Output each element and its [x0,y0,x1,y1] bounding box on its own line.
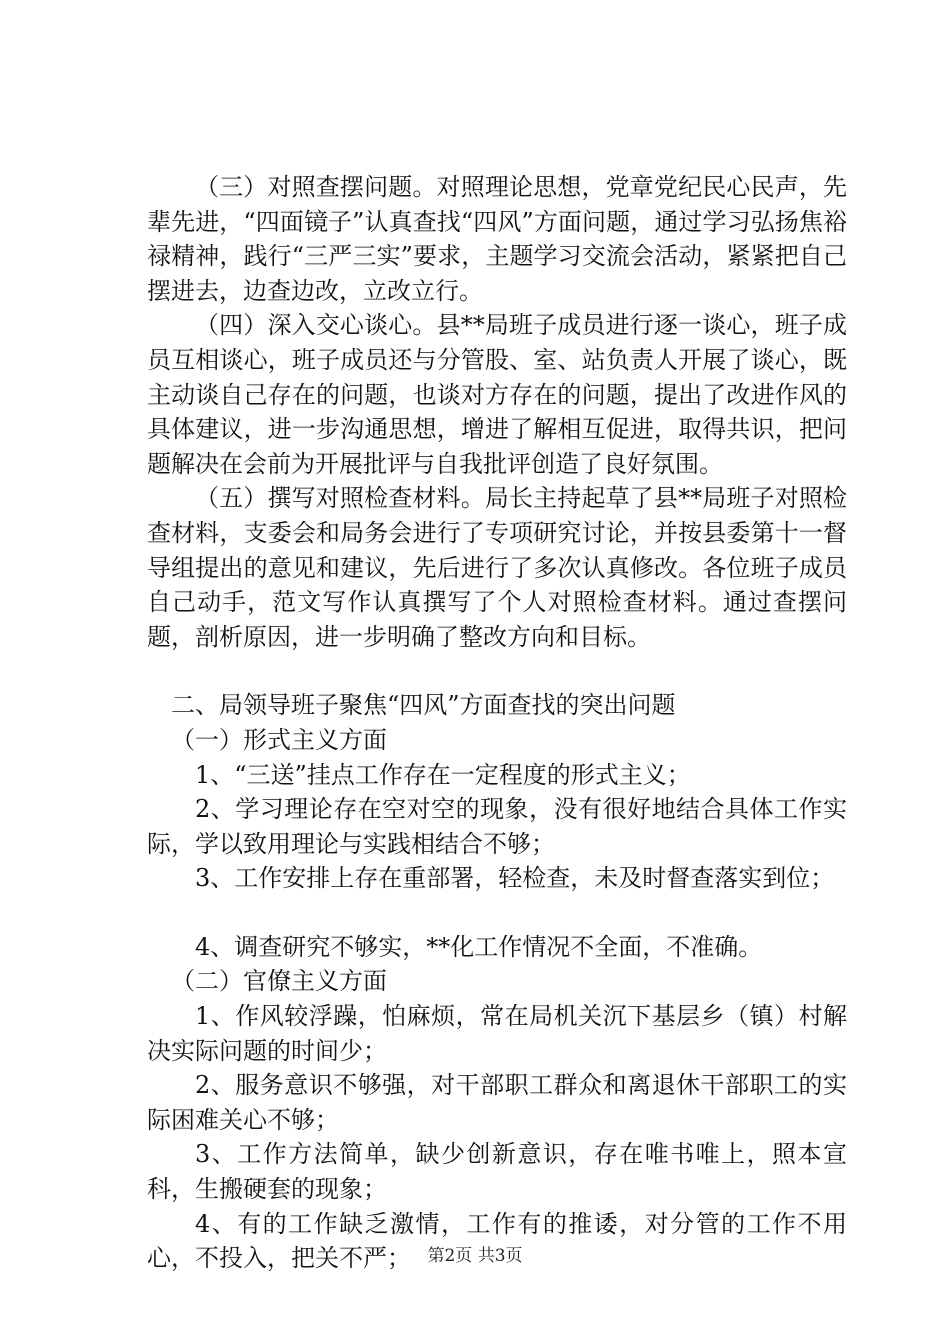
list-item: 4、有的工作缺乏激情，工作有的推诿，对分管的工作不用心，不投入，把关不严； [147,1209,847,1273]
subsection-title-formalism: （一）形式主义方面 [171,725,387,754]
section-gap [147,654,847,688]
list-item: 3、工作安排上存在重部署，轻检查，未及时督查落实到位； [195,864,835,893]
list-item: 3、工作方法简单，缺少创新意识，存在唯书唯上，照本宣科，生搬硬套的现象； [147,1140,847,1204]
document-body [147,170,847,1276]
item-gap [147,896,847,930]
list-item: 1、作风较浮躁，怕麻烦，常在局机关沉下基层乡（镇）村解决实际问题的时间少； [147,1002,847,1065]
page-number-footer: 第2页 共3页 [427,1246,523,1266]
list-item: 4、调查研究不够实，**化工作情况不全面，不准确。 [195,932,763,961]
subsection-title-bureaucracy: （二）官僚主义方面 [171,967,387,996]
paragraph-check-problems: （三）对照查摆问题。对照理论思想，党章党纪民心民声，先辈先进，“四面镜子”认真查找“四风”方面问题，通过学习弘扬焦裕禄精神，践行“三严三实”要求，主题学习交流会活动，紧紧把自己摆进去，边查边改，立改立行。 [147,173,847,305]
paragraph-heart-to-heart: （四）深入交心谈心。县**局班子成员进行逐一谈心，班子成员互相谈心，班子成员还与分管股、室、站负责人开展了谈心，既主动谈自己存在的问题，也谈对方存在的问题，提出了改进作风的具体建议，进一步沟通思想，增进了解相互促进，取得共识，把问题解决在会前为开展批评与自我批评创造了良好氛围。 [147,311,847,478]
section-heading: 二、局领导班子聚焦“四风”方面查找的突出问题 [171,691,676,720]
paragraph-write-materials: （五）撰写对照检查材料。局长主持起草了县**局班子对照检查材料，支委会和局务会进行了专项研究讨论，并按县委第十一督导组提出的意见和建议，先后进行了多次认真修改。各位班子成员自己动手，范文写作认真撰写了个人对照检查材料。通过查摆问题，剖析原因，进一步明确了整改方向和目标。 [147,484,847,651]
list-item: 2、服务意识不够强，对干部职工群众和离退休干部职工的实际困难关心不够； [147,1071,847,1134]
list-item: 2、学习理论存在空对空的现象，没有很好地结合具体工作实际，学以致用理论与实践相结合不够； [147,795,847,858]
list-item: 1、“三送”挂点工作存在一定程度的形式主义； [195,760,691,789]
